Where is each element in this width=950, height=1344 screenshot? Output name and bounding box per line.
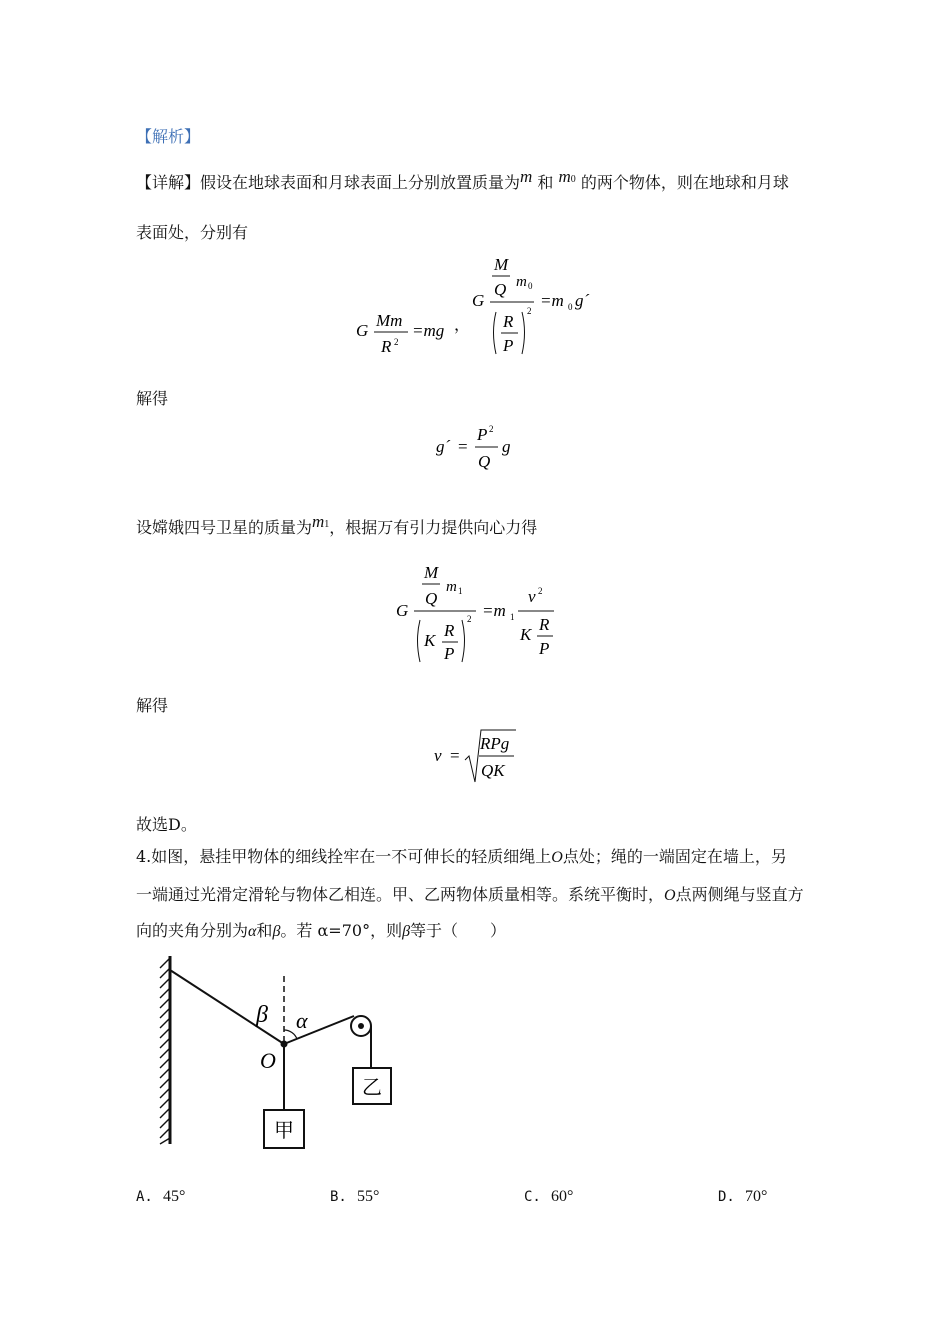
eq3-pow: 2 [467, 614, 472, 624]
option-c[interactable] [524, 1186, 573, 1206]
satellite-line [136, 512, 538, 542]
pulley-axle [358, 1023, 364, 1029]
solve-label-1: 解得 [136, 389, 169, 408]
eq1b-G: G [472, 291, 485, 310]
eq3-m1-sub: 1 [458, 586, 463, 596]
eq1b-g-prime: g´ [575, 291, 590, 310]
eq1b-R: R [503, 312, 514, 331]
eq4-den: QK [481, 761, 505, 780]
eq1-R: R [381, 337, 392, 356]
detail-line-1 [136, 167, 789, 197]
box-jia-label: 甲 [274, 1120, 294, 1142]
eq4-num: RPg [480, 734, 510, 753]
eq1-Mm: Mm [376, 311, 403, 330]
eq2-g: g [502, 437, 511, 456]
option-d-value: 70° [745, 1188, 768, 1205]
eq1-G: G [356, 321, 369, 340]
eq2-P: P [477, 425, 488, 444]
detail-line-2: 表面处，分别有 [136, 223, 249, 242]
alpha-symbol: α [248, 923, 257, 940]
mass-m: m [520, 167, 533, 186]
eq4-eq: = [450, 746, 460, 765]
mass-m1: m1 [312, 512, 330, 531]
beta-symbol: β [272, 923, 281, 940]
physics-figure [150, 952, 410, 1152]
detail-text-a: 假设在地球表面和月球表面上分别放置质量为 [200, 173, 521, 192]
eq1b-rhs: =m [540, 291, 564, 310]
question-line-2: 一端通过光滑定滑轮与物体乙相连。甲、乙两物体质量相等。系统平衡时，O点两侧绳与竖直方 [136, 885, 804, 904]
box-yi-label: 乙 [362, 1077, 382, 1099]
question-line-1: 4.如图，悬挂甲物体的细线拴牢在一不可伸长的轻质细绳上O点处；绳的一端固定在墙上，另 [136, 847, 787, 866]
eq1-rhs: =mg [412, 321, 445, 340]
mass-m0: m0 [558, 167, 576, 186]
option-b-value: 55° [357, 1188, 380, 1205]
question-line-3: 向的夹角分别为α和β。若 α=70°，则β等于（ ） [136, 921, 507, 940]
equation-2 [430, 418, 530, 476]
eq1-R-sup: 2 [394, 337, 399, 347]
eq1b-P: P [503, 336, 514, 355]
eq1b-Q: Q [494, 280, 507, 299]
eq3-R2: R [539, 615, 550, 634]
eq3-right-paren [462, 620, 465, 662]
eq1-comma: ， [454, 317, 471, 334]
eq1b-M: M [494, 255, 509, 274]
O-label: O [260, 1048, 276, 1073]
eq1b-left-paren [494, 312, 497, 354]
eq3-P2: P [539, 639, 550, 658]
eq2-eq: = [458, 437, 468, 456]
option-d-label: D. [718, 1189, 735, 1205]
equation-3 [390, 558, 570, 668]
eq3-Q: Q [425, 589, 438, 608]
beta-label: β [256, 1002, 268, 1028]
point-O-1: O [551, 849, 563, 866]
option-d[interactable] [718, 1186, 767, 1206]
eq3-R: R [444, 621, 455, 640]
eq3-G: G [396, 601, 409, 620]
eq3-rhs-sub: 1 [510, 612, 515, 622]
eq2-lhs: g´ [436, 437, 451, 456]
eq1b-m0: m [516, 274, 527, 290]
eq3-M: M [424, 563, 439, 582]
eq3-left-paren [418, 620, 421, 662]
eq1b-right-paren [522, 312, 525, 354]
option-a-label: A. [136, 1189, 153, 1205]
detail-and: 和 [537, 173, 554, 192]
eq3-K: K [424, 631, 436, 650]
beta-symbol-2: β [402, 923, 411, 940]
equation-4 [428, 726, 528, 786]
satellite-text-a: 设嫦娥四号卫星的质量为 [136, 518, 313, 537]
eq2-Q: Q [478, 452, 491, 471]
eq3-v: v [528, 587, 536, 606]
option-c-value: 60° [551, 1188, 574, 1205]
option-c-label: C. [524, 1189, 541, 1205]
eq3-P: P [444, 644, 455, 663]
eq1b-m0-sub: 0 [528, 281, 533, 291]
eq3-m1: m [446, 579, 457, 595]
option-b-label: B. [330, 1189, 347, 1205]
detail-tag: 【详解】 [136, 173, 201, 192]
eq2-P-sup: 2 [489, 424, 494, 434]
rope-O-to-pulley [284, 1016, 354, 1044]
eq4-v: v [434, 746, 442, 765]
answer-line: 故选D。 [136, 815, 197, 834]
solve-label-2: 解得 [136, 696, 169, 715]
satellite-text-b: ，根据万有引力提供向心力得 [329, 518, 538, 537]
option-a-value: 45° [163, 1188, 186, 1205]
option-a[interactable] [136, 1186, 185, 1206]
alpha-label: α [296, 1008, 308, 1033]
eq3-rhs: =m [482, 601, 506, 620]
eq3-K2: K [520, 625, 532, 644]
analysis-heading: 【解析】 [136, 127, 201, 146]
point-O-2: O [664, 887, 676, 904]
option-b[interactable] [330, 1186, 379, 1206]
eq1b-pow: 2 [527, 306, 532, 316]
eq3-v-sup: 2 [538, 586, 543, 596]
equation-1 [350, 252, 610, 362]
eq1b-rhs-sub: 0 [568, 302, 573, 312]
detail-text-b: 的两个物体，则在地球和月球 [580, 173, 789, 192]
